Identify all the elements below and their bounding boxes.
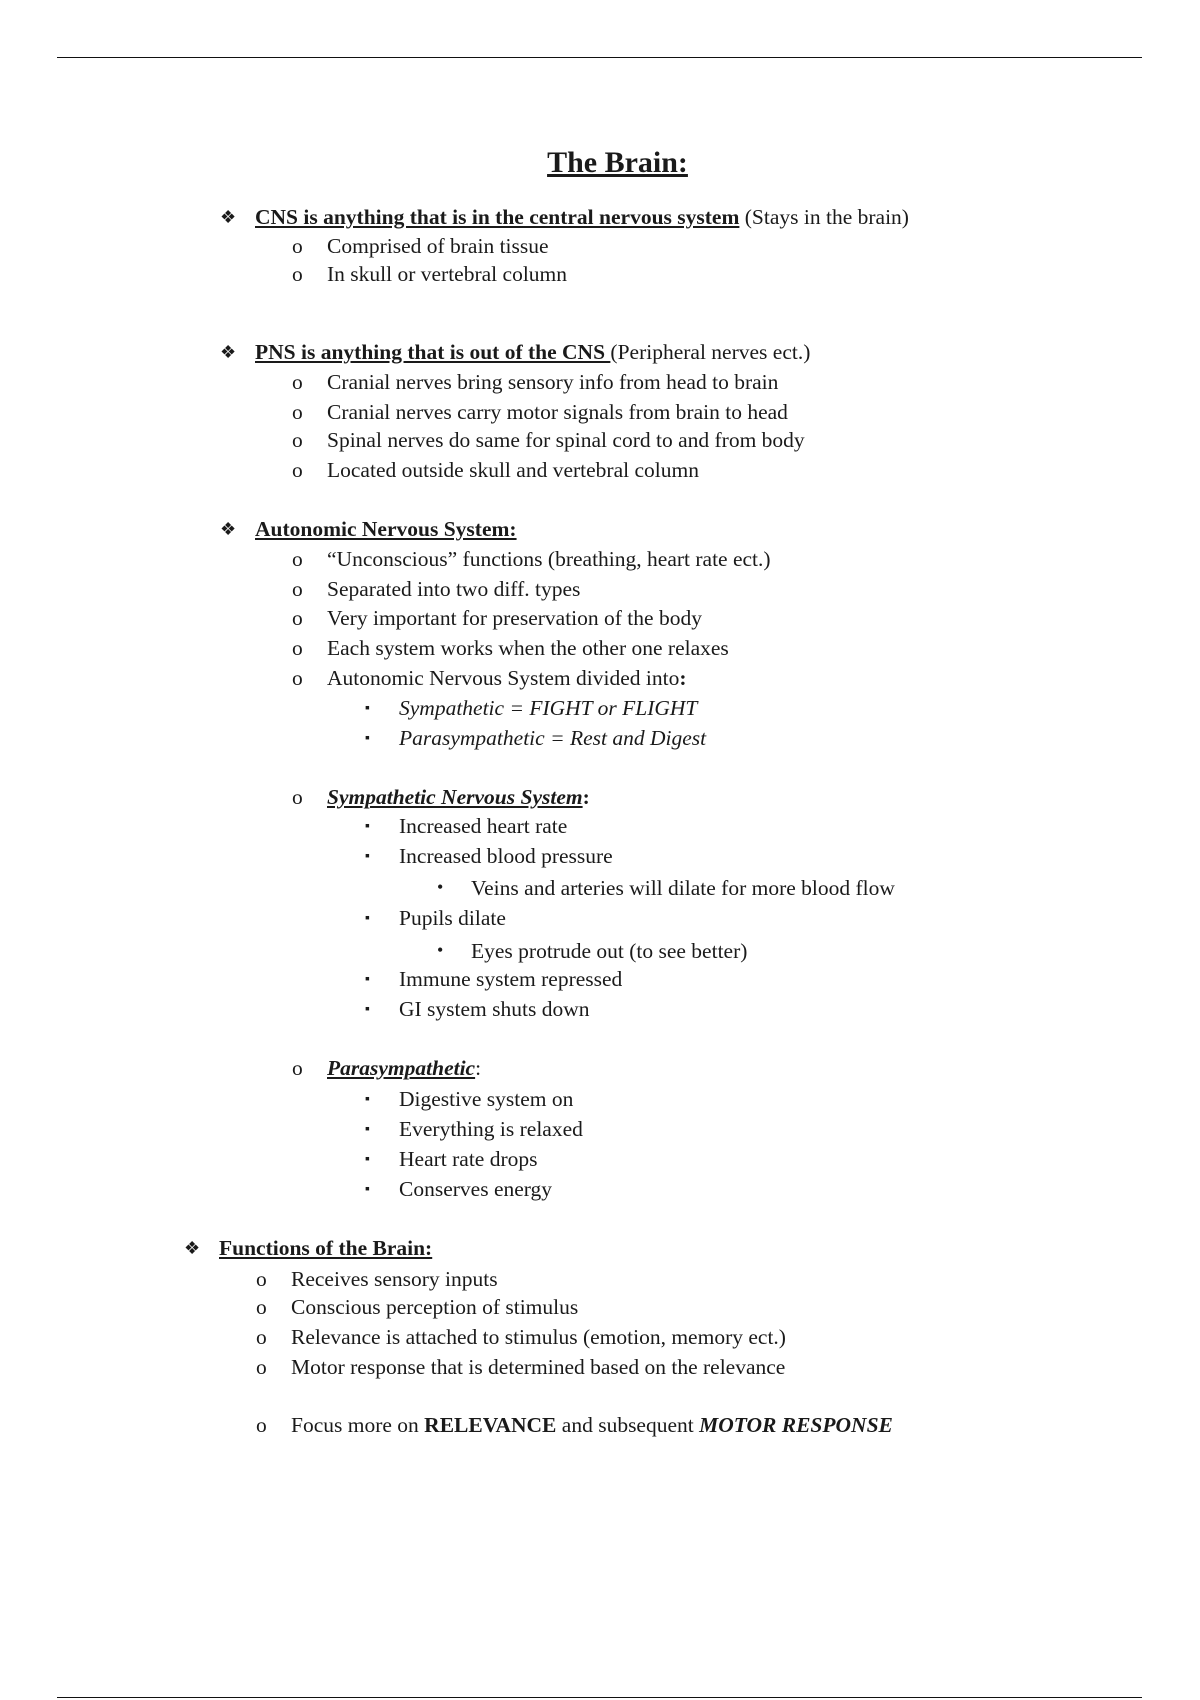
cns-heading-item [220, 203, 909, 231]
top-rule [57, 57, 1142, 58]
diamond-bullet-icon: ❖ [220, 207, 237, 227]
circle-bullet-icon: o [256, 1355, 267, 1379]
list-item: o Spinal nerves do same for spinal cord to and from body [292, 428, 805, 452]
list-item: o Comprised of brain tissue [292, 234, 549, 258]
circle-bullet-icon: o [292, 606, 303, 630]
square-bullet-icon: ▪ [365, 1092, 370, 1107]
list-item: ▪ GI system shuts down [399, 995, 590, 1023]
list-item: ▪ Heart rate drops [399, 1145, 538, 1173]
square-bullet-icon: ▪ [365, 819, 370, 834]
list-item: ▪ Immune system repressed [399, 965, 622, 993]
diamond-bullet-icon: ❖ [220, 342, 237, 362]
list-item: o Cranial nerves bring sensory info from head to brain [292, 370, 779, 394]
circle-bullet-icon: o [292, 636, 303, 660]
list-item: o Motor response that is determined based on the relevance [256, 1355, 786, 1379]
circle-bullet-icon: o [292, 458, 303, 482]
list-item: • Veins and arteries will dilate for more blood flow [471, 874, 895, 902]
list-item: o Separated into two diff. types [292, 577, 581, 601]
dot-bullet-icon: • [437, 940, 444, 960]
list-item: o Autonomic Nervous System divided into: [292, 666, 687, 690]
circle-bullet-icon: o [292, 234, 303, 258]
list-item: ▪ Conserves energy [399, 1175, 552, 1203]
parasympathetic-heading-item: o Parasympathetic: [292, 1056, 482, 1080]
list-item: o Receives sensory inputs [256, 1267, 498, 1291]
motor-response-emphasis: MOTOR RESPONSE [699, 1413, 893, 1437]
circle-bullet-icon: o [256, 1413, 267, 1437]
square-bullet-icon: ▪ [365, 911, 370, 926]
circle-bullet-icon: o [256, 1295, 267, 1319]
list-item: • Eyes protrude out (to see better) [471, 937, 747, 965]
square-bullet-icon: ▪ [365, 1002, 370, 1017]
sympathetic-heading: Sympathetic Nervous System [327, 785, 583, 809]
circle-bullet-icon: o [292, 666, 303, 690]
cns-heading: CNS is anything that is in the central nervous system [255, 205, 740, 229]
list-item: o Each system works when the other one relaxes [292, 636, 729, 660]
page-title: The Brain: [547, 146, 688, 179]
dot-bullet-icon: • [437, 877, 444, 897]
ans-heading-item [220, 515, 517, 543]
parasympathetic-heading: Parasympathetic [327, 1056, 476, 1080]
functions-heading: Functions of the Brain: [219, 1236, 433, 1260]
list-item: o Relevance is attached to stimulus (emotion, memory ect.) [256, 1325, 786, 1349]
pns-heading-item [220, 338, 811, 366]
circle-bullet-icon: o [292, 547, 303, 571]
list-item: o Located outside skull and vertebral column [292, 458, 699, 482]
square-bullet-icon: ▪ [365, 1182, 370, 1197]
circle-bullet-icon: o [256, 1325, 267, 1349]
sympathetic-heading-item: o Sympathetic Nervous System: [292, 785, 590, 809]
circle-bullet-icon: o [292, 1056, 303, 1080]
pns-heading: PNS is anything that is out of the CNS [255, 340, 611, 364]
square-bullet-icon: ▪ [365, 1122, 370, 1137]
square-bullet-icon: ▪ [365, 1152, 370, 1167]
pns-note: (Peripheral nerves ect.) [610, 340, 811, 364]
square-bullet-icon: ▪ [365, 972, 370, 987]
list-item: ▪ Pupils dilate [399, 904, 506, 932]
cns-note: (Stays in the brain) [739, 205, 909, 229]
list-item: o “Unconscious” functions (breathing, heart rate ect.) [292, 547, 771, 571]
bottom-rule [57, 1697, 1142, 1698]
focus-item: o Focus more on RELEVANCE and subsequent MOTOR RESPONSE [256, 1413, 893, 1437]
circle-bullet-icon: o [292, 577, 303, 601]
square-bullet-icon: ▪ [365, 731, 370, 746]
functions-heading-item [184, 1234, 433, 1262]
ans-heading: Autonomic Nervous System: [255, 517, 517, 541]
square-bullet-icon: ▪ [365, 849, 370, 864]
circle-bullet-icon: o [292, 370, 303, 394]
list-item: ▪ Everything is relaxed [399, 1115, 583, 1143]
list-item: o Very important for preservation of the body [292, 606, 702, 630]
list-item: o Conscious perception of stimulus [256, 1295, 579, 1319]
circle-bullet-icon: o [256, 1267, 267, 1291]
list-item: ▪ Parasympathetic = Rest and Digest [399, 724, 706, 752]
circle-bullet-icon: o [292, 262, 303, 286]
list-item: ▪ Digestive system on [399, 1085, 573, 1113]
diamond-bullet-icon: ❖ [220, 519, 237, 539]
circle-bullet-icon: o [292, 785, 303, 809]
list-item: ▪ Increased blood pressure [399, 842, 613, 870]
circle-bullet-icon: o [292, 428, 303, 452]
diamond-bullet-icon: ❖ [184, 1238, 201, 1258]
list-item: o Cranial nerves carry motor signals from brain to head [292, 400, 788, 424]
list-item: o In skull or vertebral column [292, 262, 568, 286]
list-item: ▪ Sympathetic = FIGHT or FLIGHT [399, 694, 697, 722]
list-item: ▪ Increased heart rate [399, 812, 567, 840]
relevance-emphasis: RELEVANCE [424, 1413, 557, 1437]
square-bullet-icon: ▪ [365, 701, 370, 716]
circle-bullet-icon: o [292, 400, 303, 424]
